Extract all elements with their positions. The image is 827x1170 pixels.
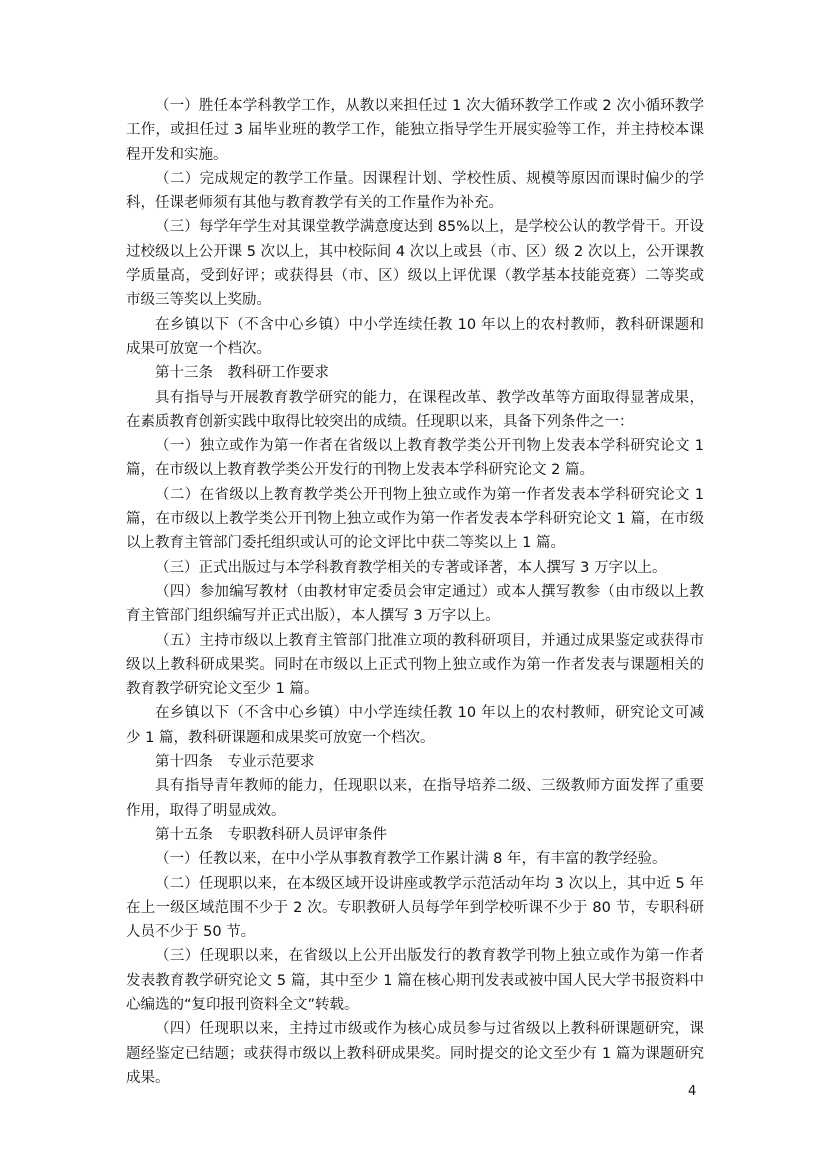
article-13-item-3: （三）正式出版过与本学科教育教学相关的专著或译著，本人撰写 3 万字以上。	[155, 559, 667, 576]
document-body	[126, 94, 704, 1090]
article-15-item-2: （二）任现职以来，在本级区域开设讲座或教学示范活动年均 3 次以上，其中近 5 年在上一级区域范围不少于 2 次。专职教研人员每学年到学校听课不少于 80 节，专职科研人员不少于 50 节。	[126, 875, 704, 941]
article-14-body: 具有指导青年教师的能力，任现职以来，在指导培养二级、三级教师方面发挥了重要作用，取得了明显成效。	[126, 778, 704, 819]
paragraph-rural-note-1: 在乡镇以下（不含中心乡镇）中小学连续任教 10 年以上的农村教师，教科研课题和成果可放宽一个档次。	[126, 316, 704, 357]
paragraph-item-2: （二）完成规定的教学工作量。因课程计划、学校性质、规模等原因而课时偏少的学科，任课老师须有其他与教育教学有关的工作量作为补充。	[126, 170, 704, 212]
article-13-item-4: （四）参加编写教材（由教材审定委员会审定通过）或本人撰写教参（由市级以上教育主管部门组织编写并正式出版），本人撰写 3 万字以上。	[126, 583, 704, 625]
page-number: 4	[688, 1084, 697, 1099]
article-13-item-2: （二）在省级以上教育教学类公开刊物上独立或作为第一作者发表本学科研究论文 1 篇，在市级以上教学类公开刊物上独立或作为第一作者发表本学科研究论文 1 篇，在市级以上教育主管部门委托组织或认可的论文评比中获二等奖以上 1 篇。	[126, 486, 704, 552]
article-15-item-4: （四）任现职以来，主持过市级或作为核心成员参与过省级以上教科研课题研究，课题经鉴定已结题；或获得市级以上教科研成果奖。同时提交的论文至少有 1 篇为课题研究成果。	[126, 1021, 704, 1086]
paragraph-rural-note-2: 在乡镇以下（不含中心乡镇）中小学连续任教 10 年以上的农村教师，研究论文可减少 1 篇，教科研课题和成果奖可放宽一个档次。	[126, 705, 704, 746]
article-15-item-3: （三）任现职以来，在省级以上公开出版发行的教育教学刊物上独立或作为第一作者发表教育教学研究论文 5 篇，其中至少 1 篇在核心期刊发表或被中国人民大学书报资料中心编选的“复印报刊资料全文”转载。	[126, 948, 704, 1013]
paragraph-item-1: （一）胜任本学科教学工作，从教以来担任过 1 次大循环教学工作或 2 次小循环教学工作，或担任过 3 届毕业班的教学工作，能独立指导学生开展实验等工作，并主持校本课程开发和实施。	[126, 98, 704, 163]
article-15-heading: 第十五条 专职教科研人员评审条件	[155, 826, 387, 843]
article-13-item-1: （一）独立或作为第一作者在省级以上教育教学类公开刊物上发表本学科研究论文 1 篇，在市级以上教育教学类公开发行的刊物上发表本学科研究论文 2 篇。	[126, 438, 704, 479]
article-15-item-1: （一）任教以来，在中小学从事教育教学工作累计满 8 年，有丰富的教学经验。	[155, 851, 667, 868]
article-13-heading: 第十三条 教科研工作要求	[155, 365, 329, 382]
paragraph-item-3: （三）每学年学生对其课堂教学满意度达到 85%以上，是学校公认的教学骨干。开设过校级以上公开课 5 次以上，其中校际间 4 次以上或县（市、区）级 2 次以上，公开课教学质量高，受到好评；或获得县（市、区）级以上评优课（教学基本技能竞赛）二等奖或市级三等奖以上奖励。	[126, 219, 704, 309]
article-13-item-5: （五）主持市级以上教育主管部门批准立项的教科研项目，并通过成果鉴定或获得市级以上教科研成果奖。同时在市级以上正式刊物上独立或作为第一作者发表与课题相关的教育教学研究论文至少 1 篇。	[126, 632, 704, 698]
article-14-heading: 第十四条 专业示范要求	[155, 754, 315, 771]
article-13-intro: 具有指导与开展教育教学研究的能力，在课程改革、教学改革等方面取得显著成果，在素质教育创新实践中取得比较突出的成绩。任现职以来，具备下列条件之一：	[126, 389, 704, 430]
